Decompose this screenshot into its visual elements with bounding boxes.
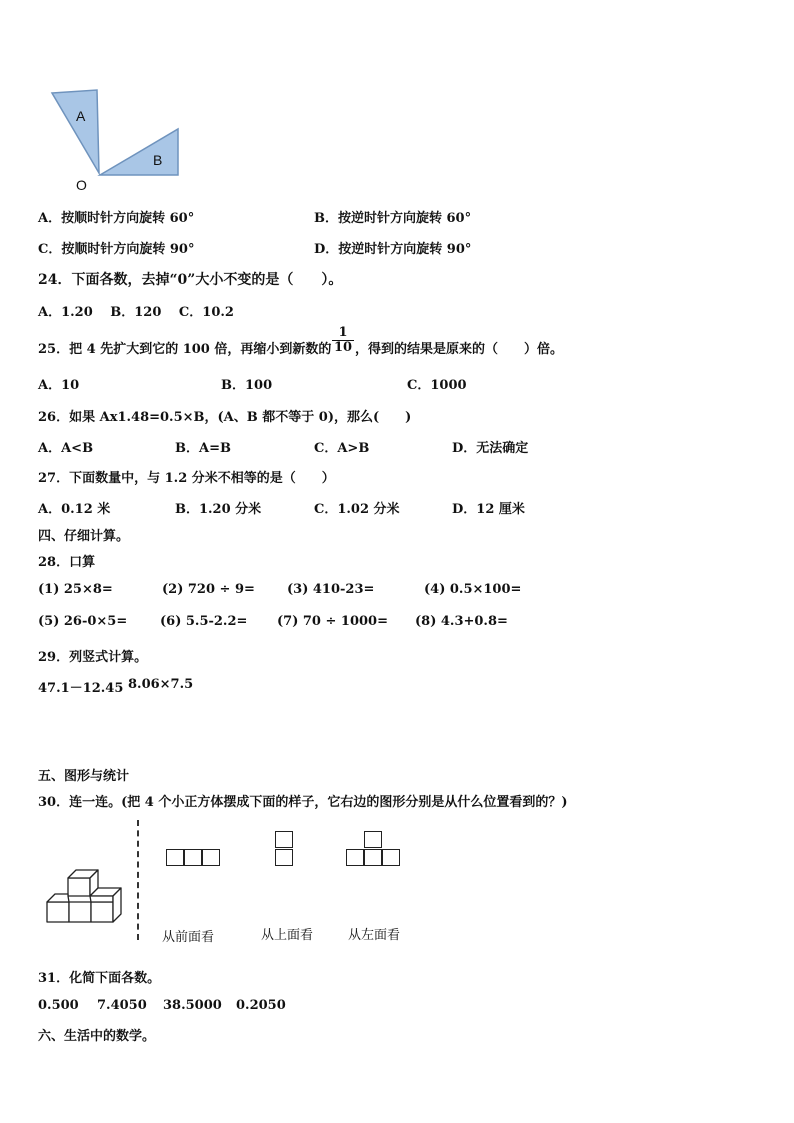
unit-square	[382, 849, 400, 866]
unit-square	[364, 831, 382, 848]
view-top-shape	[275, 831, 295, 867]
q26-option-c: C．A>B	[314, 441, 370, 456]
q25-fraction	[332, 326, 354, 355]
section-5-title: 五、图形与统计	[38, 769, 130, 784]
q24-stem: 24．下面各数，去掉“0”大小不变的是（ ）。	[38, 272, 343, 288]
q29-expression-1: 47.1－12.45	[38, 681, 124, 696]
triangle-a	[52, 90, 99, 173]
q28-item: (8) 4.3+0.8=	[415, 614, 508, 629]
q25-option-b: B．100	[221, 378, 273, 393]
q24-options: A．1.20 B．120 C．10.2	[38, 305, 234, 320]
q26-option-d: D．无法确定	[452, 441, 529, 456]
label-o: O	[76, 177, 87, 193]
q23-option-c: C．按顺时针方向旋转 90°	[38, 242, 195, 257]
unit-square	[364, 849, 382, 866]
label-b: B	[153, 152, 163, 168]
q23-option-a: A．按顺时针方向旋转 60°	[38, 211, 195, 226]
q26-option-a: A．A<B	[38, 441, 94, 456]
section-6-title: 六、生活中的数学。	[38, 1029, 156, 1044]
view-left-label: 从左面看	[348, 928, 401, 943]
q27-option-b: B．1.20 分米	[175, 502, 262, 517]
q30-stem: 30．连一连。(把 4 个小正方体摆成下面的样子，它右边的图形分别是从什么位置看到的？)	[38, 795, 568, 810]
section-4-title: 四、仔细计算。	[38, 529, 130, 544]
view-front-shape	[166, 849, 222, 867]
view-front-label: 从前面看	[162, 930, 215, 945]
unit-square	[202, 849, 220, 866]
q28-item: (4) 0.5×100=	[424, 582, 522, 597]
q27-stem: 27．下面数量中，与 1.2 分米不相等的是（ ）	[38, 471, 335, 486]
rotation-triangles-figure	[40, 85, 190, 195]
q29-expression-2: 8.06×7.5	[128, 677, 194, 692]
q27-option-c: C．1.02 分米	[314, 502, 400, 517]
unit-square	[275, 849, 293, 866]
label-a: A	[76, 108, 86, 124]
q31-stem: 31．化简下面各数。	[38, 971, 161, 986]
fraction-denominator: 10	[333, 340, 353, 355]
unit-square	[346, 849, 364, 866]
view-top-label: 从上面看	[261, 928, 314, 943]
fraction-numerator: 1	[332, 326, 354, 341]
q25-stem-part1: 25．把 4 先扩大到它的 100 倍，再缩小到新数的	[38, 342, 332, 357]
unit-square	[166, 849, 184, 866]
q28-stem: 28．口算	[38, 555, 96, 570]
view-left-shape	[346, 831, 402, 867]
q31-number: 0.2050	[236, 998, 286, 1013]
unit-square	[275, 831, 293, 848]
q25-stem-part2: ，得到的结果是原来的（ ）倍。	[355, 342, 564, 357]
q29-stem: 29．列竖式计算。	[38, 650, 148, 665]
q27-option-a: A．0.12 米	[38, 502, 111, 517]
q25-option-c: C．1000	[407, 378, 467, 393]
q26-stem: 26．如果 Ax1.48=0.5×B，(A、B 都不等于 0)，那么( )	[38, 410, 412, 425]
q31-number: 7.4050	[97, 998, 147, 1013]
q31-number: 38.5000	[163, 998, 222, 1013]
unit-square	[184, 849, 202, 866]
q28-item: (1) 25×8=	[38, 582, 113, 597]
q28-item: (7) 70 ÷ 1000=	[277, 614, 388, 629]
q28-item: (6) 5.5-2.2=	[160, 614, 248, 629]
stacked-cubes-figure	[44, 866, 126, 928]
q31-number: 0.500	[38, 998, 79, 1013]
q28-item: (3) 410-23=	[287, 582, 375, 597]
dashed-divider	[137, 820, 139, 940]
q23-option-b: B．按逆时针方向旋转 60°	[314, 211, 472, 226]
q28-item: (5) 26-0×5=	[38, 614, 128, 629]
q25-option-a: A．10	[38, 378, 80, 393]
q23-option-d: D．按逆时针方向旋转 90°	[314, 242, 472, 257]
q28-item: (2) 720 ÷ 9=	[162, 582, 255, 597]
q26-option-b: B．A=B	[175, 441, 231, 456]
q27-option-d: D．12 厘米	[452, 502, 525, 517]
triangle-b	[100, 129, 178, 175]
